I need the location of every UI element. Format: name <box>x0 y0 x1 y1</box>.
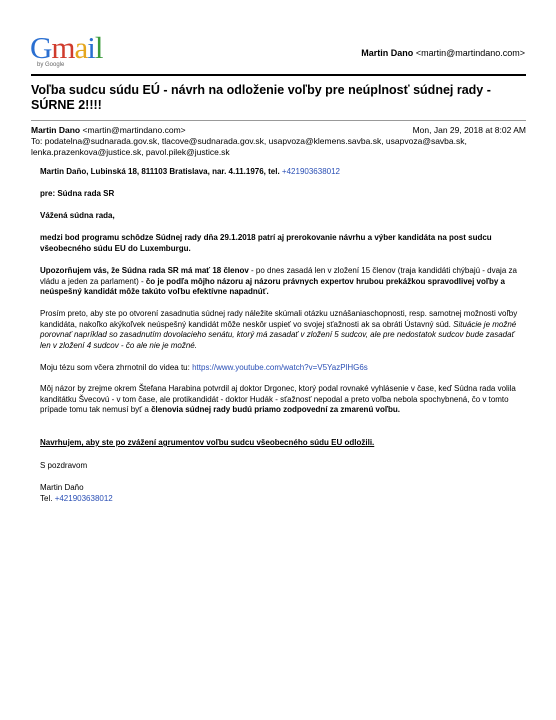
subject-divider <box>31 120 526 121</box>
warning-text: - po dnes zasadá len v zložení 15 členov (traja kandidáti chýbajú - dvaja za vládu a jeden za parlament) - <box>40 266 517 286</box>
message-date: Mon, Jan 29, 2018 at 8:02 AM <box>412 125 526 135</box>
logo-letter: G <box>30 30 52 65</box>
closing: S pozdravom <box>40 461 88 470</box>
email-subject: Voľba sudcu súdu EÚ - návrh na odloženie voľby pre neúplnosť súdnej rady - SÚRNE 2!!!! <box>31 83 491 112</box>
by-google-label: by Google <box>37 62 65 68</box>
paragraph-opinion <box>40 384 518 416</box>
account-header <box>361 48 525 58</box>
signature-phone-line <box>40 494 518 505</box>
paragraph-agenda: medzi bod programu schôdze Súdnej rady dňa 29.1.2018 patrí aj prerokovanie návrhu a výber kandidáta na post sudcu všeobecného súdu EU do Luxemburgu. <box>40 233 492 253</box>
message-meta <box>31 125 526 158</box>
signature-name: Martin Daňo <box>40 483 84 492</box>
warning-bold-text-2: čo je podľa môjho názoru aj názoru právnych expertov hrubou prekážkou spravodlivej voľby a neúspešný kandidát môže takúto voľbu efektívne napadnúť. <box>40 276 505 296</box>
opinion-bold-text: členovia súdnej rady budú priamo zodpovední za zmarenú voľbu. <box>148 405 400 414</box>
video-link[interactable]: https://www.youtube.com/watch?v=V5YazPlHG6s <box>192 363 368 372</box>
request-text: Prosím preto, aby ste po otvorení zasadnutia súdnej rady náležite skúmali otázku uznášaniaschopnosti, resp. samotnej možnosti voľby kandidáta, nakoľko akýkoľvek neúspešný kandidát môže neskôr uspieť vo svojej sťažnosti ak sa obráti Ústavný súd. <box>40 309 518 329</box>
proposal-line: Navrhujem, aby ste po zvážení agrumentov voľbu sudcu všeobecného súdu EU odložili. <box>40 438 375 447</box>
recipient-line: pre: Súdna rada SR <box>40 189 115 198</box>
sender-address <box>40 167 518 178</box>
paragraph-video <box>40 363 518 374</box>
sender-email: <martin@martindano.com> <box>82 125 186 135</box>
recipients: podatelna@sudnarada.gov.sk, tlacove@sudnarada.gov.sk, usapvoza@klemens.savba.sk, usapvoza@savba.sk, lenka.prazenkova@justice.sk, pavol.pilek@justice.sk <box>31 136 467 157</box>
logo-letter: l <box>94 30 103 65</box>
logo-letter: m <box>51 30 75 65</box>
opinion-text: Môj názor by zrejme okrem Štefana Harabina potvrdil aj doktor Drgonec, ktorý podal rovnaké vyhlásenie v čase, keď Súdna rada volila kanditátku Švecovú - v tom čase, ale protikandidát - doktor Hudák - sťažnosť nepodal a preto voľba nebola spochybnená, čo v tomto prípade tomu tak nemusí byť a <box>40 384 516 414</box>
header-divider <box>31 74 526 76</box>
sender-name: Martin Dano <box>31 125 81 135</box>
recipients-line <box>31 136 526 158</box>
paragraph-request <box>40 309 518 351</box>
warning-bold-text: Upozorňujem vás, že Súdna rada SR má mať 18 členov <box>40 266 249 275</box>
sender-address-text: Martin Daňo, Lubinská 18, 811103 Bratislava, nar. 4.11.1976, tel. <box>40 167 280 176</box>
gmail-logo <box>30 32 126 72</box>
video-text: Moju tézu som včera zhrnotnil do videa tu: <box>40 363 190 372</box>
request-italic-text: Situácie je možné porovnať napríklad so zasadnutím dovolacieho senátu, ktorý má zasadať v zložení 5 sudcov, ale pre nedostatok sudcov bude zasadať len v zložení 4 sudcov - čo ale nie je možné. <box>40 319 517 350</box>
signature-tel-label: Tel. <box>40 494 53 503</box>
paragraph-warning <box>40 266 518 298</box>
logo-letter: i <box>87 30 95 65</box>
signature-phone-link[interactable]: +421903638012 <box>54 494 113 503</box>
logo-letter: a <box>74 30 88 65</box>
account-email: <martin@martindano.com> <box>415 48 525 58</box>
sender-phone-link[interactable]: +421903638012 <box>281 167 340 176</box>
gmail-logo-text <box>30 32 126 64</box>
salutation: Vážená súdna rada, <box>40 211 115 220</box>
account-name: Martin Dano <box>361 48 414 58</box>
to-label: To: <box>31 136 43 146</box>
